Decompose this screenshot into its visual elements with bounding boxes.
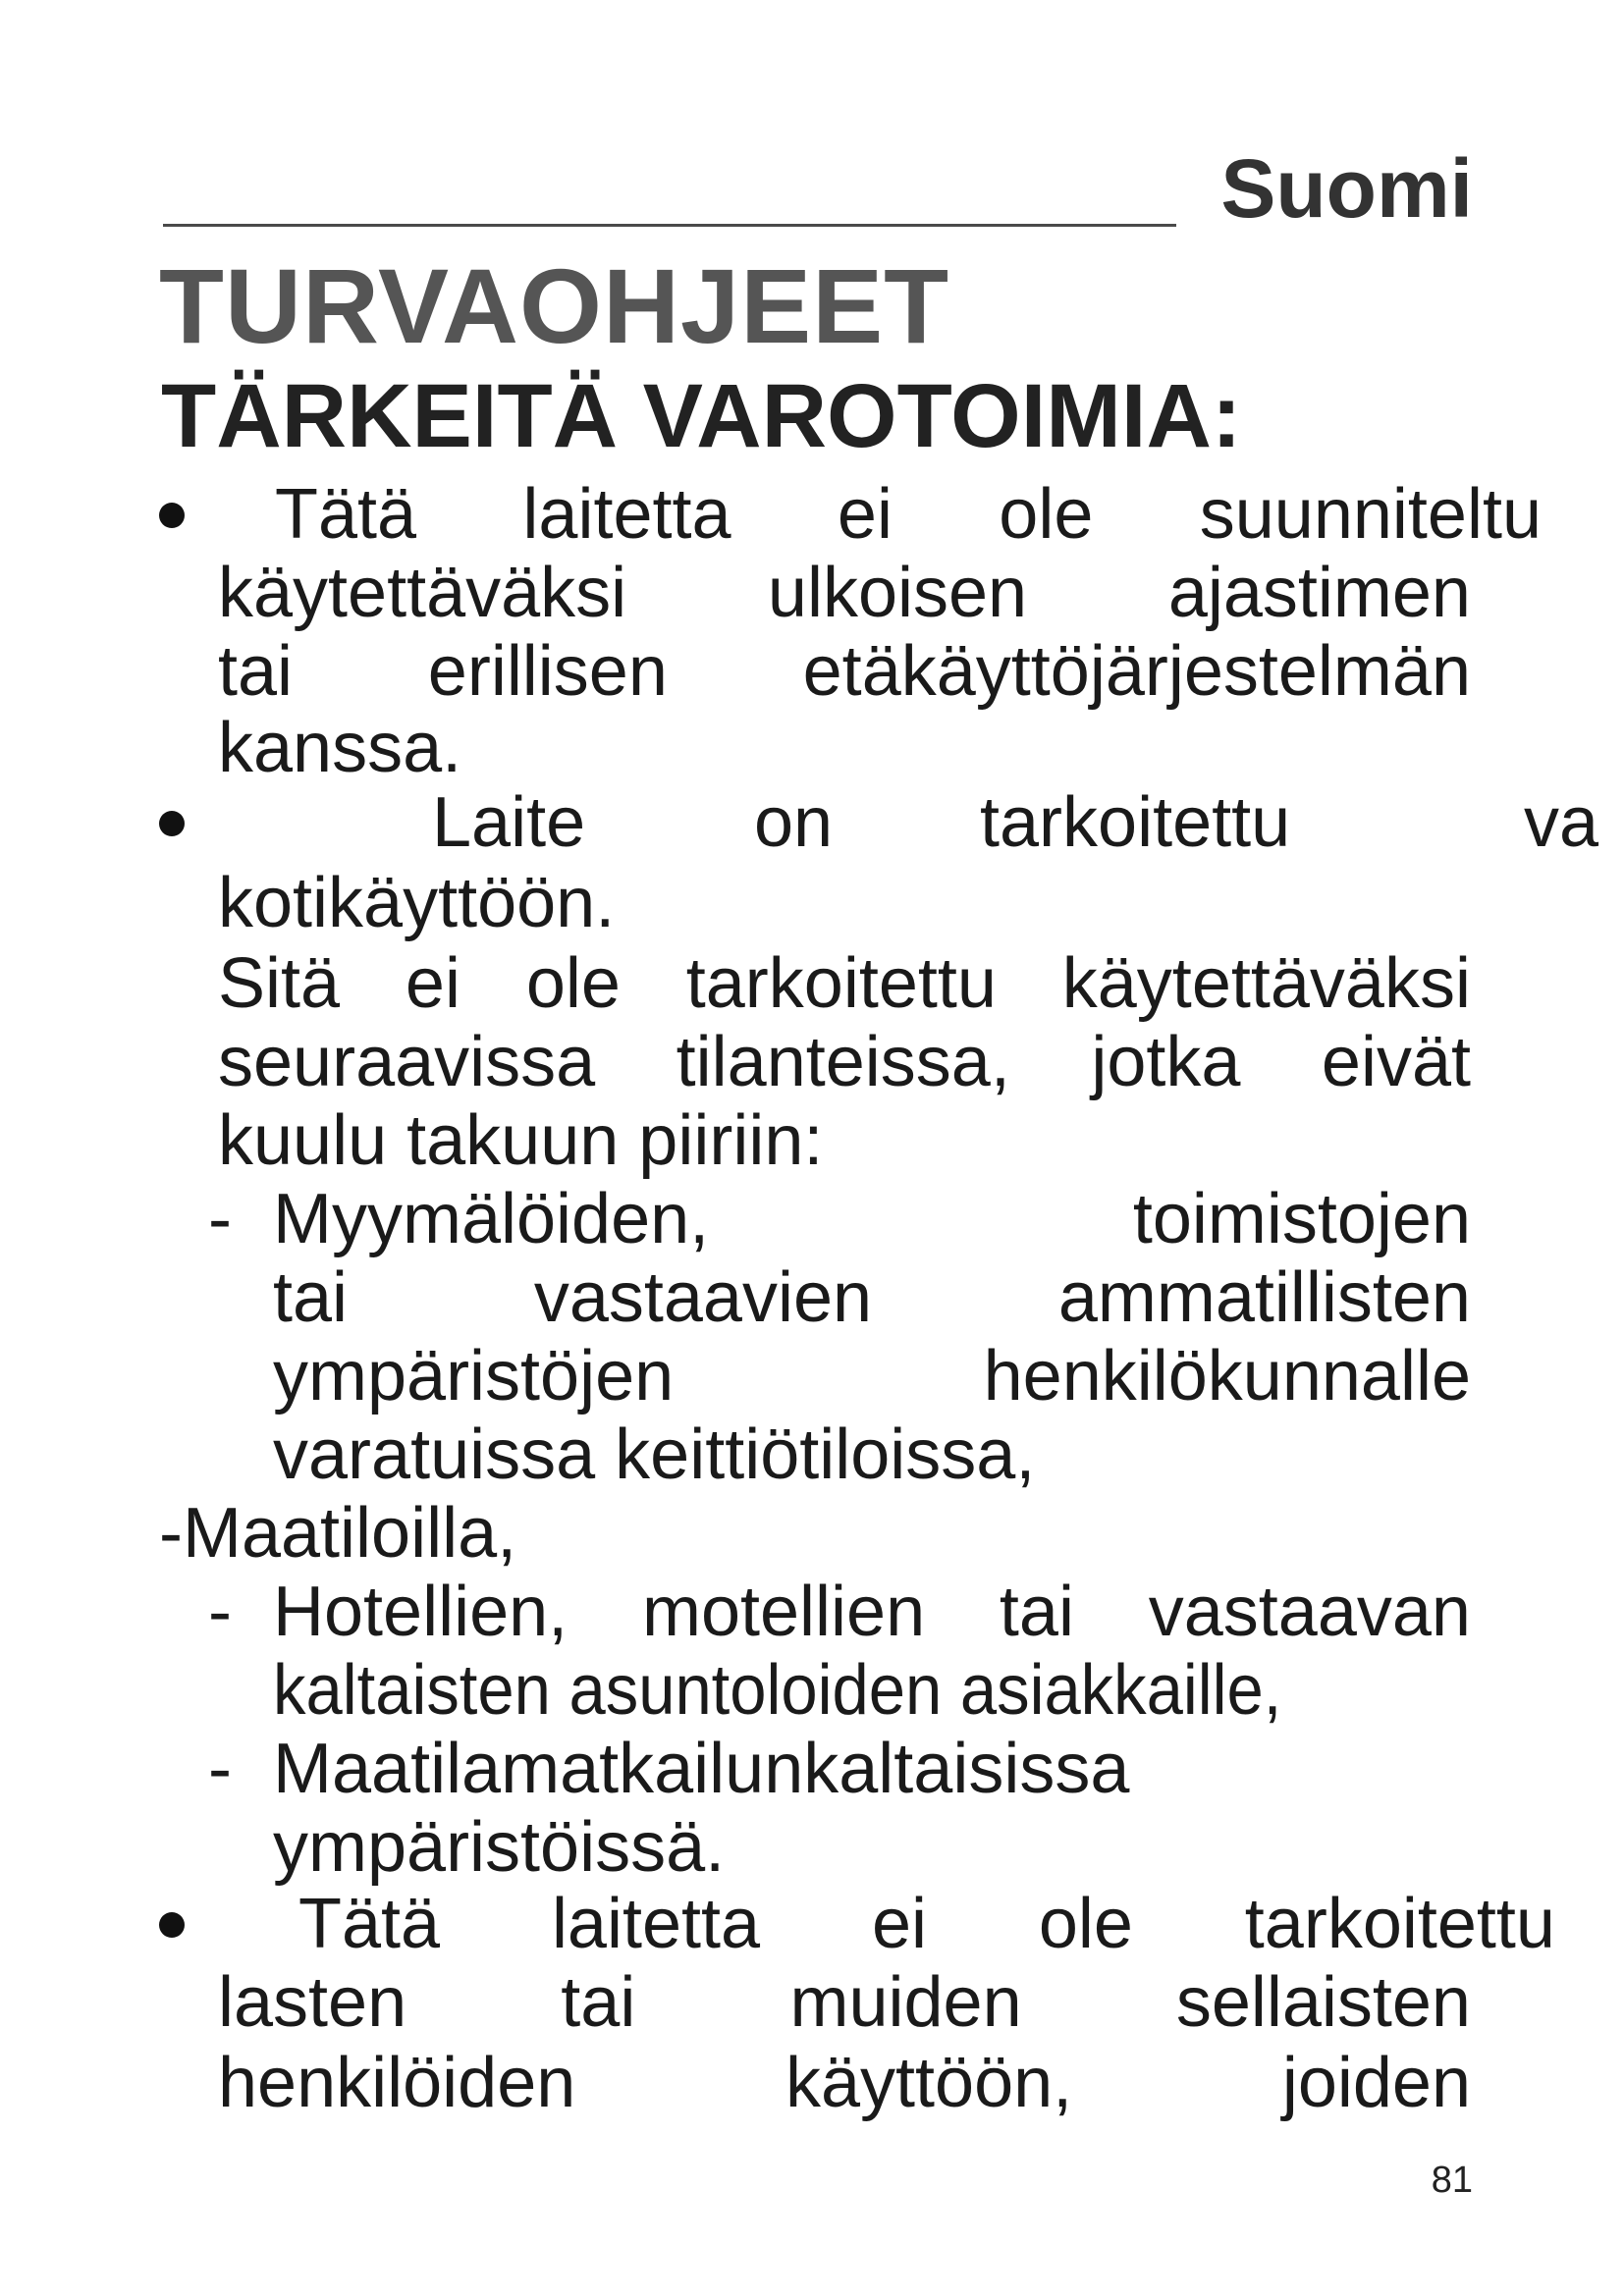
dash-3-line-1 xyxy=(273,1573,1471,1651)
bullet-3-dot xyxy=(159,1912,185,1938)
word: tai xyxy=(561,1963,636,2042)
bullet-1-line-4: kanssa. xyxy=(218,709,462,787)
bullet-1-dot xyxy=(159,503,185,528)
dash-4-line-1: Maatilamatkailunkaltaisissa xyxy=(273,1730,1130,1808)
word: tilanteissa, xyxy=(676,1023,1010,1101)
word: Tätä xyxy=(275,475,417,554)
word: ajastimen xyxy=(1167,554,1471,632)
word: tai xyxy=(218,632,294,711)
word: eivät xyxy=(1321,1023,1471,1101)
language-label: Suomi xyxy=(1220,142,1473,235)
word: suunniteltu xyxy=(1199,475,1542,554)
bullet-3-line-3 xyxy=(218,2044,1471,2122)
section-subtitle: TÄRKEITÄ VAROTOIMIA: xyxy=(161,366,1242,466)
word: ei xyxy=(837,475,893,554)
dash-2-line-1: -Maatiloilla, xyxy=(159,1494,517,1573)
dash-3-line-2: kaltaisten asuntoloiden asiakkaille, xyxy=(273,1651,1282,1730)
bullet-1-line-1 xyxy=(275,475,1542,554)
dash-1-line-3 xyxy=(273,1337,1471,1415)
word: lasten xyxy=(218,1963,407,2042)
bullet-2-line-4 xyxy=(218,1023,1471,1101)
word: tarkoitettu xyxy=(685,944,997,1023)
word: tai xyxy=(999,1573,1074,1651)
dash-4-line-2: ympäristöissä. xyxy=(273,1808,726,1887)
word: laitetta xyxy=(522,475,731,554)
header-rule xyxy=(163,224,1176,227)
word: va xyxy=(1524,787,1599,858)
dash-1-line-4: varatuissa keittiötiloissa, xyxy=(273,1415,1036,1494)
word: joiden xyxy=(1281,2044,1471,2122)
page-title: TURVAOHJEET xyxy=(159,246,950,365)
word: ei xyxy=(871,1885,927,1963)
word: tarkoitettu xyxy=(1244,1885,1555,1963)
bullet-3-line-1 xyxy=(298,1885,1555,1963)
word: Hotellien, xyxy=(273,1573,568,1651)
word: Laite xyxy=(432,787,586,858)
bullet-1-line-2 xyxy=(218,554,1471,632)
dash-4-marker: - xyxy=(208,1730,232,1808)
bullet-2-line-5: kuulu takuun piiriin: xyxy=(218,1101,824,1180)
bullet-1-line-3 xyxy=(218,632,1471,711)
word: ympäristöjen xyxy=(273,1337,675,1415)
bullet-2-dot xyxy=(159,811,185,836)
word: käytettäväksi xyxy=(218,554,627,632)
dash-1-line-1 xyxy=(273,1180,1471,1258)
word: motellien xyxy=(641,1573,926,1651)
word: Tätä xyxy=(298,1885,441,1963)
word: ole xyxy=(525,944,621,1023)
word: erillisen xyxy=(427,632,668,711)
word: ulkoisen xyxy=(767,554,1028,632)
word: ole xyxy=(999,475,1094,554)
word: on xyxy=(754,787,834,858)
bullet-2-line-1 xyxy=(432,787,1624,858)
word: Sitä xyxy=(218,944,341,1023)
word: käytettäväksi xyxy=(1061,944,1471,1023)
word: tarkoitettu xyxy=(980,787,1291,858)
word: ei xyxy=(405,944,460,1023)
word: henkilökunnalle xyxy=(983,1337,1471,1415)
bullet-2-line-3 xyxy=(218,944,1471,1023)
word: laitetta xyxy=(551,1885,761,1963)
word: ammatillisten xyxy=(1057,1258,1471,1337)
word: toimistojen xyxy=(1132,1180,1471,1258)
word: muiden xyxy=(789,1963,1022,2042)
word: vastaavien xyxy=(533,1258,873,1337)
bullet-2-line-2: kotikäyttöön. xyxy=(218,864,616,942)
dash-1-line-2 xyxy=(273,1258,1471,1337)
word: ole xyxy=(1038,1885,1133,1963)
bullet-3-line-2 xyxy=(218,1963,1471,2042)
page-number: 81 xyxy=(1431,2160,1473,2201)
word: Myymälöiden, xyxy=(273,1180,710,1258)
dash-1-marker: - xyxy=(208,1180,232,1258)
word: käyttöön, xyxy=(785,2044,1073,2122)
word: vastaavan xyxy=(1148,1573,1471,1651)
dash-3-marker: - xyxy=(208,1573,232,1651)
word: henkilöiden xyxy=(218,2044,576,2122)
word: jotka xyxy=(1091,1023,1241,1101)
word: tai xyxy=(273,1258,349,1337)
word: seuraavissa xyxy=(218,1023,596,1101)
word: etäkäyttöjärjestelmän xyxy=(802,632,1471,711)
word: sellaisten xyxy=(1175,1963,1471,2042)
